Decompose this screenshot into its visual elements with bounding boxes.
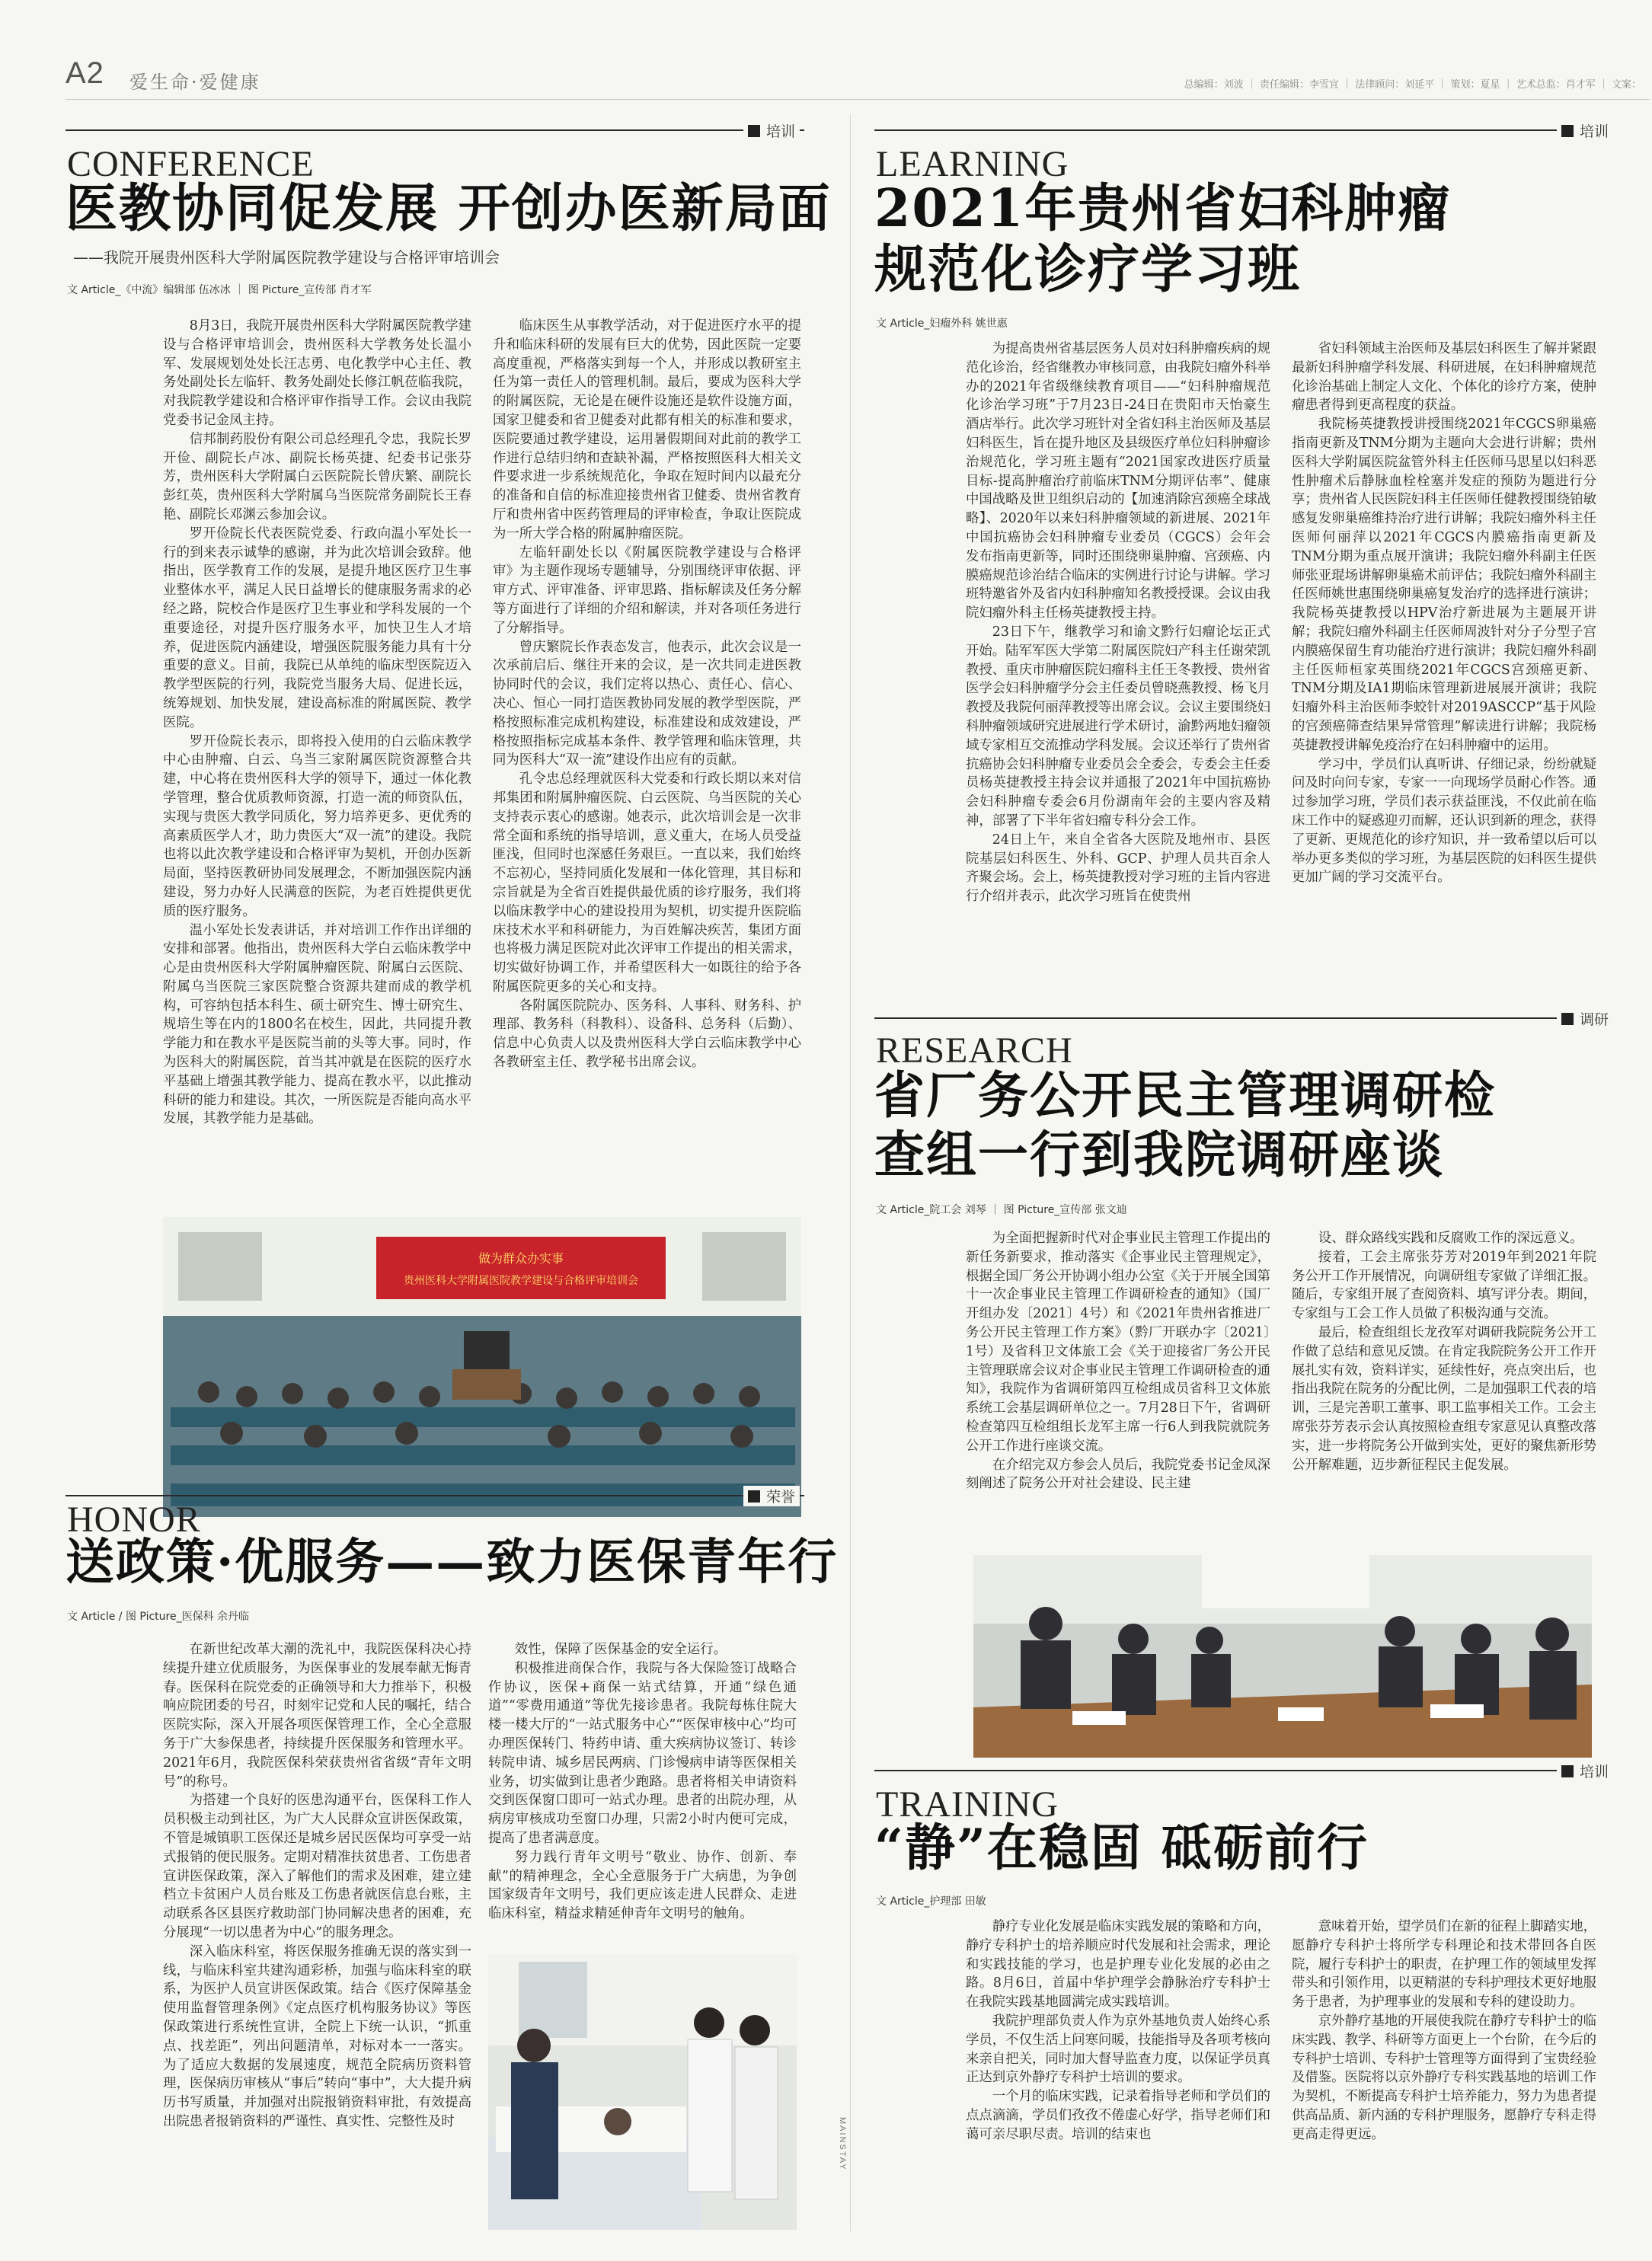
section-tag bbox=[743, 1486, 800, 1506]
section-tag bbox=[1557, 1761, 1613, 1781]
paragraph: 最后，检查组组长龙孜军对调研我院院务公开工作做了总结和意见反馈。在肯定我院院务公开工作开展扎实有效，资料详实，延续性好，亮点突出后，也指出我院在院务的分配比例，二是加强职工代表的培训，三是完善职工董事、职工监事相关工作。工会主席张芬芳表示会认真按照检查组专家意见认真整改落实，进一步将院务公开做到实处，更好的聚焦新形势公开解难题，迈步新征程民主促发展。 bbox=[1292, 1324, 1596, 1473]
paragraph: 静疗专业化发展是临床实践发展的策略和方向，静疗专科护士的培养顺应时代发展和社会需求，理论和实践技能的学习，也是护理专业化发展的必由之路。8月6日，首届中华护理学会静脉治疗专科护士在我院实践基地圆满完成实践培训。 bbox=[966, 1919, 1270, 2010]
article-body bbox=[966, 1918, 1596, 2230]
paragraph: 一个月的临床实践，记录着指导老师和学员们的点点滴滴，学员们孜孜不倦虚心好学，指导老师们和蔼可亲尽职尽责。培训的结束也 bbox=[966, 2089, 1270, 2142]
paragraph: 我院杨英捷教授讲授围绕2021年CGCS卵巢癌指南更新及TNM分期为主题向大会进行讲解；贵州医科大学附属医院盆管外科主任医师马思星以妇科恶性肿瘤术后静脉血栓栓塞并发症的预防为题进行分享；贵州省人民医院妇科主任医师任健教授围绕铂敏感复发卵巢癌维持治疗进行讲解；我院妇瘤外科主任医师何丽萍以2021年CGCS内膜癌指南更新及TNM分期为重点展开演讲；我院妇瘤外科副主任医师张亚琨场讲解卵巢癌术前评估；我院妇瘤外科副主任医师姚世惠围绕卵巢癌复发治疗的选择进行演讲；我院杨英捷教授以HPV治疗新进展为主题展开讲解；我院妇瘤外科副主任医师周波针对分子分型子宫内膜癌保留生育功能治疗进行演讲；我院妇瘤外科副主任医师桓家英围绕2021年CGCS宫颈癌更新、TNM分期及IA1期临床管理新进展展开演讲；我院妇瘤外科主治医师李蛟针对2019ASCCP“基于风险的宫颈癌筛查结果异常管理”解读进行讲解；我院杨英捷教授讲解免疫治疗在妇科肿瘤中的运用。 bbox=[1292, 417, 1596, 753]
masthead-credits: 总编辑：刘波 ｜ 责任编辑：李雪宜 ｜ 法律顾问：刘延平 ｜ 策划：夏星 ｜ 艺术总监：肖才军 ｜ 文案： bbox=[1184, 79, 1641, 91]
article-kicker: HONOR bbox=[67, 1499, 201, 1540]
text-column bbox=[966, 1918, 1270, 2230]
paragraph: 接着，工会主席张芬芳对2019年到2021年院务公开工作开展情况，向调研组专家做了详细汇报。随后，专家组开展了查阅资料、填写评分表。期间，专家组与工会工作人员做了积极沟通与交流。 bbox=[1292, 1249, 1596, 1322]
paragraph: 设、群众路线实践和反腐败工作的深远意义。 bbox=[1318, 1231, 1583, 1246]
section-tag bbox=[743, 120, 800, 141]
section-rule bbox=[66, 1495, 804, 1496]
text-column bbox=[1292, 1918, 1596, 2230]
column-divider bbox=[850, 114, 851, 2231]
meeting-table-photo bbox=[973, 1555, 1592, 1758]
section-rule bbox=[66, 129, 804, 131]
paragraph: 意味着开始，望学员们在新的征程上脚踏实地，愿静疗专科护士将所学专科理论和技术带回各自医院，履行专科护士的职责，在护理工作的领域里发挥带头和引领作用，以更精湛的专科护理技术更好地服务于患者，为护理事业的发展和专科的建设助力。 bbox=[1292, 1919, 1596, 2010]
article-body bbox=[163, 317, 801, 1206]
banner-text: 做为群众办实事 bbox=[478, 1251, 564, 1266]
text-column bbox=[966, 340, 1270, 981]
tag-square-icon bbox=[748, 1490, 760, 1503]
article-credit: 文 Article_院工会 刘琴 ｜ 图 Picture_宣传部 张文迪 bbox=[876, 1204, 1127, 1216]
text-column bbox=[966, 1229, 1270, 1552]
article-headline: 省厂务公开民主管理调研检 bbox=[874, 1065, 1496, 1125]
paragraph: 学习中，学员们认真听讲、仔细记录，纷纷就疑问及时向问专家，专家一一向现场学员耐心作答。通过参加学习班，学员们表示获益匪浅，不仅此前在临床工作中的疑惑迎刃而解，还认识到新的理念，获得了更新、更规范化的诊疗知识，并一致希望以后可以举办更多类似的学习班，为基层医院的妇科医生提供更加广阔的学习交流平台。 bbox=[1292, 756, 1596, 886]
tag-square-icon bbox=[1561, 125, 1574, 137]
section-tag-label: 培训 bbox=[1580, 123, 1609, 140]
article-kicker: CONFERENCE bbox=[67, 144, 315, 184]
article-credit: 文 Article_护理部 田敏 bbox=[876, 1895, 986, 1908]
text-column bbox=[1292, 340, 1596, 981]
article-body bbox=[488, 1640, 797, 1945]
section-rule bbox=[874, 1770, 1613, 1771]
article-kicker: LEARNING bbox=[876, 144, 1069, 184]
paragraph: 温小军处长发表讲话，并对培训工作作出详细的安排和部署。他指出，贵州医科大学白云临床教学中心是由贵州医科大学附属肿瘤医院、附属白云医院、附属乌当医院三家医院整合资源共建而成的教学机构，可容纳包括本科生、硕士研究生、博士研究生、规培生等在内的1800名在校生，因此，共同提升教学能力和在教水平是医院当前的头等大事。同时，作为医科大的附属医院，首当其冲就是在医院的医疗水平基础上增强其教学能力、提高在教水平，以此推动科研的能力和建设。其次，一所医院是否能向高水平发展，其教学能力是基础。 bbox=[163, 922, 471, 1127]
page-slogan: 爱生命·爱健康 bbox=[129, 72, 261, 93]
paragraph: 曾庆繁院长作表态发言，他表示，此次会议是一次承前启后、继往开来的会议，是一次共同走进医教协同时代的会议，我们定将以热心、责任心、信心、决心、恒心一同打造医教协同发展的教学型医院，严格按照标准完成机构建设，标准建设和成效建设，严格按照指标完成基本条件、教学管理和临床管理，共同为医科大“双一流”建设作出应有的贡献。 bbox=[493, 639, 801, 768]
banner-text: 贵州医科大学附属医院教学建设与合格评审培训会 bbox=[404, 1275, 638, 1287]
text-column bbox=[163, 1640, 471, 2227]
article-kicker: RESEARCH bbox=[876, 1030, 1073, 1071]
paragraph: 京外静疗基地的开展使我院在静疗专科护士的临床实践、教学、科研等方面更上一个台阶，在今后的专科护士培训、专科护士管理等方面得到了宝贵经验及借鉴。医院将以京外静疗专科实践基地的培训工作为契机，不断提高专科护士培养能力，努力为患者提供高品质、新内涵的专科护理服务，愿静疗专科走得更高走得更远。 bbox=[1292, 2013, 1596, 2142]
section-tag-label: 培训 bbox=[1580, 1764, 1609, 1780]
paragraph: 8月3日，我院开展贵州医科大学附属医院教学建设与合格评审培训会，贵州医科大学教务处长温小军、发展规划处处长汪志勇、电化教学中心主任、教务处副处长左临轩、教务处副处长修江帆莅临我院，对我院教学建设和合格评审作指导工作。会议由我院党委书记金凤主持。 bbox=[163, 318, 471, 428]
text-column bbox=[163, 317, 471, 1206]
text-column bbox=[488, 1640, 797, 1945]
tag-square-icon bbox=[748, 125, 760, 137]
top-rule bbox=[66, 99, 1650, 100]
article-credit: 文 Article_妇瘤外科 姚世惠 bbox=[876, 318, 1008, 330]
article-headline: 医教协同促发展 开创办医新局面 bbox=[66, 178, 832, 239]
section-tag-label: 培训 bbox=[766, 123, 796, 140]
paragraph: 左临轩副处长以《附属医院教学建设与合格评审》为主题作现场专题辅导，分别围绕评审依据、评审方式、评审准备、评审思路、指标解读及任务分解等方面进行了详细的介绍和解读，并对各项任务进行了分解指导。 bbox=[493, 544, 801, 636]
paragraph: 努力践行青年文明号“敬业、协作、创新、奉献”的精神理念，全心全意服务于广大病患，为争创国家级青年文明号，我们更应该走进人民群众、走进临床科室，精益求精延伸青年文明号的触角。 bbox=[488, 1849, 797, 1922]
paragraph: 为提高贵州省基层医务人员对妇科肿瘤疾病的规范化诊治，经省继教办审核同意，由我院妇瘤外科举办的2021年省级继续教育项目——“妇科肿瘤规范化诊治学习班”于7月23日-24日在贵阳市天怡豪生酒店举行。此次学习班针对全省妇科主治医师及基层妇科医生，旨在提升地区及县级医疗单位妇科肿瘤诊治规范化，学习班主题有“2021国家改进医疗质量目标-提高肿瘤治疗前临床TNM分期评估率”、健康中国战略及世卫组织启动的【加速消除宫颈癌全球战略】、2020年以来妇科肿瘤领域的新进展、2021年中国抗癌协会妇科肿瘤专业委员（CGCS）会年会发布指南更新等，同时还围绕卵巢肿瘤、宫颈癌、内膜癌规范诊治结合临床的实例进行讨论与讲解。学习班特邀省外及省内妇科肿瘤知名教授授课。会议由我院妇瘤外科主任杨英捷教授主持。 bbox=[966, 341, 1270, 621]
article-credit: 文 Article / 图 Picture_医保科 余丹临 bbox=[67, 1611, 250, 1623]
paragraph: 我院护理部负责人作为京外基地负责人始终心系学员，不仅生活上问寒问暖，技能指导及各项考核向来亲自把关，同时加大督导监查力度，以保证学员真正达到京外静疗专科护士培训的要求。 bbox=[966, 2013, 1270, 2086]
paragraph: 在新世纪改革大潮的洗礼中，我院医保科决心持续提升建立优质服务，为医保事业的发展奉献无悔青春。医保科在院党委的正确领导和大力推举下，积极响应院团委的号召，时刻牢记党和人民的嘱托，结合医院实际，深入开展各项医保管理工作，全心全意服务于广大参保患者，持续提升医保服务和管理水平。2021年6月，我院医保科荣获贵州省省级“青年文明号”的称号。 bbox=[163, 1642, 471, 1790]
paragraph: 省妇科领域主治医师及基层妇科医生了解并紧跟最新妇科肿瘤学科发展、科研进展，在妇科肿瘤规范化诊治基础上制定人文化、个体化的诊疗方案，使肿瘤患者得到更高程度的获益。 bbox=[1292, 341, 1596, 414]
section-tag bbox=[1557, 120, 1613, 141]
paragraph: 在介绍完双方参会人员后，我院党委书记金凤深刻阐述了院务公开对社会建设、民主建 bbox=[966, 1457, 1270, 1492]
text-column bbox=[493, 317, 801, 1206]
paragraph: 罗开俭院长代表医院党委、行政向温小军处长一行的到来表示诚挚的感谢，并为此次培训会致辞。他指出，医学教育工作的发展，是提升地区医疗卫生事业整体水平，满足人民日益增长的健康服务需求的必经之路，院校合作是医疗卫生事业和学科发展的一个重要途径，对提升医疗服务水平，加快卫生人才培养，促进医院内涵建设，增强医院服务能力具有十分重要的意义。目前，我院已从单纯的临床型医院迈入教学型医院的行列，我院党当服务大局、促进长远，统筹规划、加快发展，建设高标准的附属医院、教学医院。 bbox=[163, 525, 471, 730]
article-headline: 查组一行到我院调研座谈 bbox=[874, 1125, 1444, 1184]
article-body bbox=[163, 1640, 471, 2227]
article-headline: 规范化诊疗学习班 bbox=[874, 239, 1302, 300]
paragraph: 为搭建一个良好的医患沟通平台，医保科工作人员积极主动到社区，为广大人民群众宣讲医保政策，不管是城镇职工医保还是城乡居民医保均可享受一站式报销的便民服务。定期对精准扶贫患者、工伤患者宣讲医保政策，深入了解他们的需求及困难，建立建档立卡贫困户人员台账及工伤患者就医信息台账，主动联系各区县医疗救助部门协同解决患者的困难，充分展现“一切以患者为中心”的服务理念。 bbox=[163, 1793, 471, 1940]
article-body bbox=[966, 1229, 1596, 1552]
paragraph: 深入临床科室，将医保服务推确无误的落实到一线，与临床科室共建沟通彩桥，加强与临床科室的联系，为医护人员宣讲医保政策。结合《医疗保障基金使用监督管理条例》《定点医疗机构服务协议》等医保政策进行系统性宣讲，全院上下统一认识，“抓重点、找差距”，列出问题清单，对标对本一一落实。为了适应大数据的发展速度，规范全院病历资料管理，医保病历审核从“事后”转向“事中”，大大提升病历书写质量，并加强对出院报销资料审批，有效提高出院患者报销资料的严谨性、真实性、完整性及时 bbox=[163, 1943, 471, 2129]
paragraph: 效性，保障了医保基金的安全运行。 bbox=[514, 1642, 727, 1657]
ward-visit-photo bbox=[488, 1954, 797, 2230]
paragraph: 23日下午，继教学习和谕文黔行妇瘤论坛正式开始。陆军军医大学第二附属医院妇产科主任谢荣凯教授、重庆市肿瘤医院妇瘤科主任王冬教授、贵州省医学会妇科肿瘤学分会主任委员曾晓燕教授、杨飞月教授及我院何丽萍教授等出席会议。会议主要围绕妇科肿瘤领域研究进展进行学术研讨，渝黔两地妇瘤领域专家相互交流推动学科发展。会议还举行了贵州省抗癌协会妇科肿瘤专业委员会全委会，专委会主任委员杨英捷教授主持会议并通报了2021年中国抗癌协会妇科肿瘤专委会6月份湖南年会的主要内容及精神，部署了下半年省妇瘤专科分会工作。 bbox=[966, 624, 1270, 829]
paragraph: 孔令忠总经理就医科大党委和行政长期以来对信邦集团和附属肿瘤医院、白云医院、乌当医院的关心支持表示衷心的感谢。她表示，此次培训会是一次非常全面和系统的指导培训，意义重大，在场人员受益匪浅，但同时也深感任务艰巨。一直以来，我们始终不忘初心，坚持同质化发展和一体化管理，其目标和宗旨就是为全省百姓提供最优质的诊疗服务，我们将以临床教学中心的建设投用为契机，切实提升医院临床技术水平和科研能力，为百姓解决疾苦，集团方面也将极力满足医院对此次评审工作提出的相关需求，切实做好协调工作，并希望医科大一如既往的给予各附属医院更多的关心和支持。 bbox=[493, 771, 801, 995]
paragraph: 24日上午，来自全省各大医院及地州市、县医院基层妇科医生、外科、GCP、护理人员共百余人齐聚会场。会上，杨英捷教授对学习班的主旨内容进行介绍并表示，此次学习班旨在使贵州 bbox=[966, 832, 1270, 905]
paragraph: 各附属医院院办、医务科、人事科、财务科、护理部、教务科（科教科）、设备科、总务科（后勤）、信息中心负责人以及贵州医科大学白云临床教学中心各教研室主任、教学秘书出席会议。 bbox=[493, 998, 801, 1071]
tag-square-icon bbox=[1561, 1013, 1574, 1025]
article-headline: 2021年贵州省妇科肿瘤 bbox=[874, 178, 1452, 239]
article-credit: 文 Article_《中流》编辑部 伍冰冰 ｜ 图 Picture_宣传部 肖才军 bbox=[67, 284, 372, 296]
article-headline: 送政策·优服务——致力医保青年行 bbox=[66, 1534, 839, 1591]
article-kicker: TRAINING bbox=[876, 1784, 1059, 1825]
section-tag bbox=[1557, 1008, 1613, 1029]
paragraph: 罗开俭院长表示，即将投入使用的白云临床教学中心由肿瘤、白云、乌当三家附属医院资源整合共建，中心将在贵州医科大学的领导下，通过一体化教学管理，整合优质教师资源，打造一流的师资队伍，实现与贵医大教学同质化，努力培养更多、更优秀的高素质医学人才，助力贵医大“双一流”的建设。我院也将以此次教学建设和合格评审为契机，开创办医新局面，坚持医教研协同发展理念，不断加强医院内涵建设，努力办好人民满意的医院，为老百姓提供更优质的医疗服务。 bbox=[163, 733, 471, 919]
page-number: A2 bbox=[66, 56, 104, 90]
section-tag-label: 荣誉 bbox=[766, 1489, 796, 1506]
text-column bbox=[1292, 1229, 1596, 1552]
article-headline: “静”在稳固 砥砺前行 bbox=[874, 1818, 1369, 1877]
section-rule bbox=[874, 1017, 1613, 1019]
paragraph: 信邦制药股份有限公司总经理孔令忠，我院长罗开俭、副院长卢冰、副院长杨英捷、纪委书记张芬芳，贵州医科大学附属白云医院院长曾庆繁、副院长彭红英，贵州医科大学附属乌当医院常务副院长王春艳、副院长邓渊云参加会议。 bbox=[163, 431, 471, 522]
section-tag-label: 调研 bbox=[1580, 1011, 1609, 1028]
tag-square-icon bbox=[1561, 1765, 1574, 1777]
side-label: MAINSTAY bbox=[838, 2117, 847, 2171]
article-body bbox=[966, 340, 1596, 981]
conference-hall-photo bbox=[163, 1217, 801, 1517]
paragraph: 积极推进商保合作，我院与各大保险签订战略合作协议，医保+商保一站式结算，开通“绿色通道”“零费用通道”等优先接诊患者。我院每栋住院大楼一楼大厅的“一站式服务中心”“医保审核中心”均可办理医保转门、特药申请、重大疾病协议签订、转诊转院申请、城乡居民两病、门诊慢病申请等医保相关业务，切实做到让患者少跑路。患者将相关申请资料交到医保窗口即可一站式办理。患者的出院办理，从病房审核成功至窗口办理，只需2小时内便可完成，提高了患者满意度。 bbox=[488, 1660, 797, 1846]
article-subhead: ——我院开展贵州医科大学附属医院教学建设与合格评审培训会 bbox=[73, 248, 500, 267]
paragraph: 为全面把握新时代对企事业民主管理工作提出的新任务新要求，推动落实《企事业民主管理规定》，根据全国厂务公开协调小组办公室《关于开展全国第十一次企事业民主管理工作调研检查的通知》（国厂开组办发〔2021〕4号）和《2021年贵州省推进厂务公开民主管理工作方案》（黔厂开联办字〔2021〕1号）及省科卫文体旅工会《关于迎接省厂务公开民主管理联席会议对企事业民主管理工作调研检查的通知》，我院作为省调研第四互检组成员省科卫文体旅系统工会基层调研单位之一。7月28日下午，省调研检查第四互检组组长龙军主席一行6人到我院就院务公开工作进行座谈交流。 bbox=[966, 1231, 1270, 1454]
section-rule bbox=[874, 129, 1613, 131]
paragraph: 临床医生从事教学活动，对于促进医疗水平的提升和临床科研的发展有巨大的优势，因此医院一定要高度重视，严格落实到每一个人，并形成以教研室主任为第一责任人的管理机制。最后，要成为医科大学的附属医院，无论是在硬件设施还是软件设施方面，国家卫健委和省卫健委对此都有相关的标准和要求，医院要通过教学建设，运用暑假期间对此前的教学工作进行总结归纳和查缺补漏，严格按照医科大相关文件要求进一步系统规范化，争取在短时间内以最充分的准备和自信的标准迎接贵州省卫健委、贵州省教育厅和贵州省中医药管理局的评审检查，争取让医院成为一所大学合格的附属肿瘤医院。 bbox=[493, 318, 801, 541]
